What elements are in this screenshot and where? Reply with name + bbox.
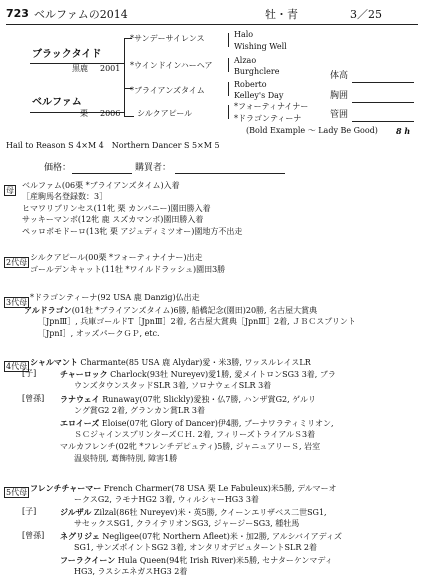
ssd: Wishing Well — [234, 42, 287, 51]
size-note: 8 h — [396, 126, 411, 136]
sire-year: 2001 — [100, 64, 121, 73]
gen4-line1: シャルマント Charmante(85 USA 鹿 Alydar)愛・米3勝, ワッスルレイスLR — [30, 357, 311, 367]
gen2-line1: シルクアピール(00栗 *フォーティナイナー)出走 — [30, 253, 203, 262]
ddd-note: (Bold Example ～ Lady Be Good) — [246, 126, 378, 135]
gen5-sub2-tag: [曾孫] — [22, 531, 45, 540]
dds: *フォーティナイナー — [234, 102, 309, 111]
dam-name: ベルファム — [32, 97, 82, 108]
dam-color: 栗 — [80, 109, 88, 118]
girth-label: 胸囲 — [330, 91, 349, 101]
sire-bracket — [124, 38, 125, 88]
cannon-label: 管囲 — [330, 110, 349, 120]
gen5-sub1-l1: ジルザル Zilzal(86牡 Nureyev)米・英5勝, クイーンエリザベス二世SG1, — [60, 507, 327, 517]
dam-line3: ヒマワリプリンセス(11牝 栗 カンパニー)園田勝入着 — [22, 204, 211, 213]
header-rule — [6, 24, 418, 25]
dam-line5: ペッロボモドーロ(13牝 栗 アジュディミツオー)園地方不出走 — [22, 227, 243, 236]
sire-sire: *サンデーサイレンス — [130, 34, 205, 43]
gen5-sub2-l1: ネグリジェ Negligee(07牝 Northern Afleet)米・加2勝, アルシバイアディズ — [60, 531, 343, 541]
dam-tag: 母 — [6, 186, 14, 195]
dam-line1: ベルファム(06栗 *ブライアンズタイム)入着 — [22, 181, 180, 190]
gen3-line2: アルドラゴン(01牡 *ブライアンズタイム)6勝, 船橋記念(園田)20勝, 名古屋大賞典 — [24, 305, 318, 315]
gen5-sub3-l1: フーラクイーン Hula Queen(94牝 Irish River)米5勝, セナターケンマディ — [60, 555, 333, 565]
gen4-sub1-l2: ウンズタウンスタッドSLR 3着, ソロナウェイSLR 3着 — [74, 381, 272, 390]
gen5-sub2-l2: SG1, サンズポイントSG2 3着, オンタリオデビュターントSLR 2着 — [74, 543, 317, 552]
gen4-sub3-l1: エロイーズ Eloise(07牝 Glory of Dancer)伊4勝, ブーナワラティミリオン, — [60, 418, 334, 428]
lot-number: 723 — [6, 7, 29, 20]
gen4-tag: 4代母 — [6, 362, 28, 371]
gen4-sub2-l1: ラナウェイ Runaway(07牝 Slickly)愛独・仏7勝, ハンザ賞G2, ゲルリ — [60, 394, 317, 404]
price-blank — [72, 173, 132, 174]
girth-blank — [352, 102, 414, 103]
cannon-blank — [352, 121, 414, 122]
sire-color: 黒鹿 — [72, 64, 88, 73]
gen4-sub2-l2: ング賞G2 2着, グランカン賞LR 3着 — [74, 406, 206, 415]
buyer-label: 購買者： — [135, 163, 172, 173]
height-blank — [352, 82, 414, 83]
gen5-sub1-tag: [子] — [22, 507, 37, 516]
page-title: ベルファムの2014 — [34, 8, 128, 21]
gen5-sub3-l2: HG3, ラスシエネガスHG3 2着 — [74, 567, 188, 576]
birth-date: 3／25 — [350, 8, 382, 21]
sire-name: ブラックタイド — [32, 49, 102, 60]
gen2-tag: 2代母 — [6, 258, 28, 267]
gen5-sub1-l2: サセックスSG1, クライテリオンSG3, ジャージーSG3, 種牡馬 — [74, 519, 300, 528]
price-label: 価格： — [44, 163, 72, 173]
sex-color: 牡・青 — [265, 8, 298, 21]
gen5-line2: ークスG2, ラモナHG2 3着, ウィルシャーHG3 3着 — [74, 495, 259, 504]
dam-line2: ［産駒馬名登録数：3］ — [22, 192, 108, 201]
dam-year: 2006 — [100, 109, 121, 118]
dam-sire: *ブライアンズタイム — [130, 86, 205, 95]
gen5-line1: フレンチチャーマー French Charmer(78 USA 栗 Le Fabuleux)米5勝, デルマーオ — [30, 483, 337, 493]
gen5-tag: 5代母 — [6, 488, 28, 497]
gen2-line2: ゴールデンキャット(11牡 *ワイルドラッシュ)園田3勝 — [30, 265, 226, 274]
gen4-sub1-tag: [子] — [22, 369, 37, 378]
dss: Roberto — [234, 80, 267, 89]
gen3-line4: ［JpnⅠ］, オッズパークＧＰ, etc. — [38, 329, 160, 338]
gen4-sub1-l1: チャーロック Charlock(93牡 Nureyev)愛1勝, 愛メイトロンSG3 3着, ブラ — [60, 369, 336, 379]
sss: Halo — [234, 30, 254, 39]
gen3-tag: 3代母 — [6, 298, 28, 307]
ddd: *ドラゴンティーナ — [234, 114, 302, 123]
gen4-sub3-l3: マルカフレンチ(02牝 *フレンチデピュティ)5勝, ジャニュアリーＳ, 岩室 — [60, 442, 321, 451]
inbreeding: Hail to Reason S 4×M 4 Northern Dancer S 5×M 5 — [6, 141, 220, 150]
sdd: Burghclere — [234, 67, 280, 76]
sds: Alzao — [234, 56, 257, 65]
sire-dam: *ウインドインハーヘア — [130, 61, 213, 70]
dam-line4: サッキーマンボ(12牝 鹿 スズカマンボ)園田勝入着 — [22, 215, 204, 224]
gen4-sub2-tag: [曾孫] — [22, 394, 45, 403]
gen3-line3: ［JpnⅢ］, 兵庫ゴールドT［JpnⅢ］2着, 名古屋大賞典［JpnⅢ］2着, ＪＢＣスプリント — [38, 317, 356, 326]
gen3-line1: *ドラゴンティーナ(92 USA 鹿 Danzig)仏出走 — [30, 293, 200, 302]
height-label: 体高 — [330, 71, 349, 81]
buyer-blank — [175, 173, 285, 174]
dsd: Kelley's Day — [234, 91, 284, 100]
dam-dam: シルクアピール — [137, 109, 193, 118]
gen4-sub3-l2: ＳＣジャインスプリンターズＣＨ. 2着, フィリーズトライアルＳ3着 — [74, 430, 316, 439]
gen4-sub3-l4: 温泉特別, 葛飾特別, 障害1勝 — [74, 454, 178, 463]
